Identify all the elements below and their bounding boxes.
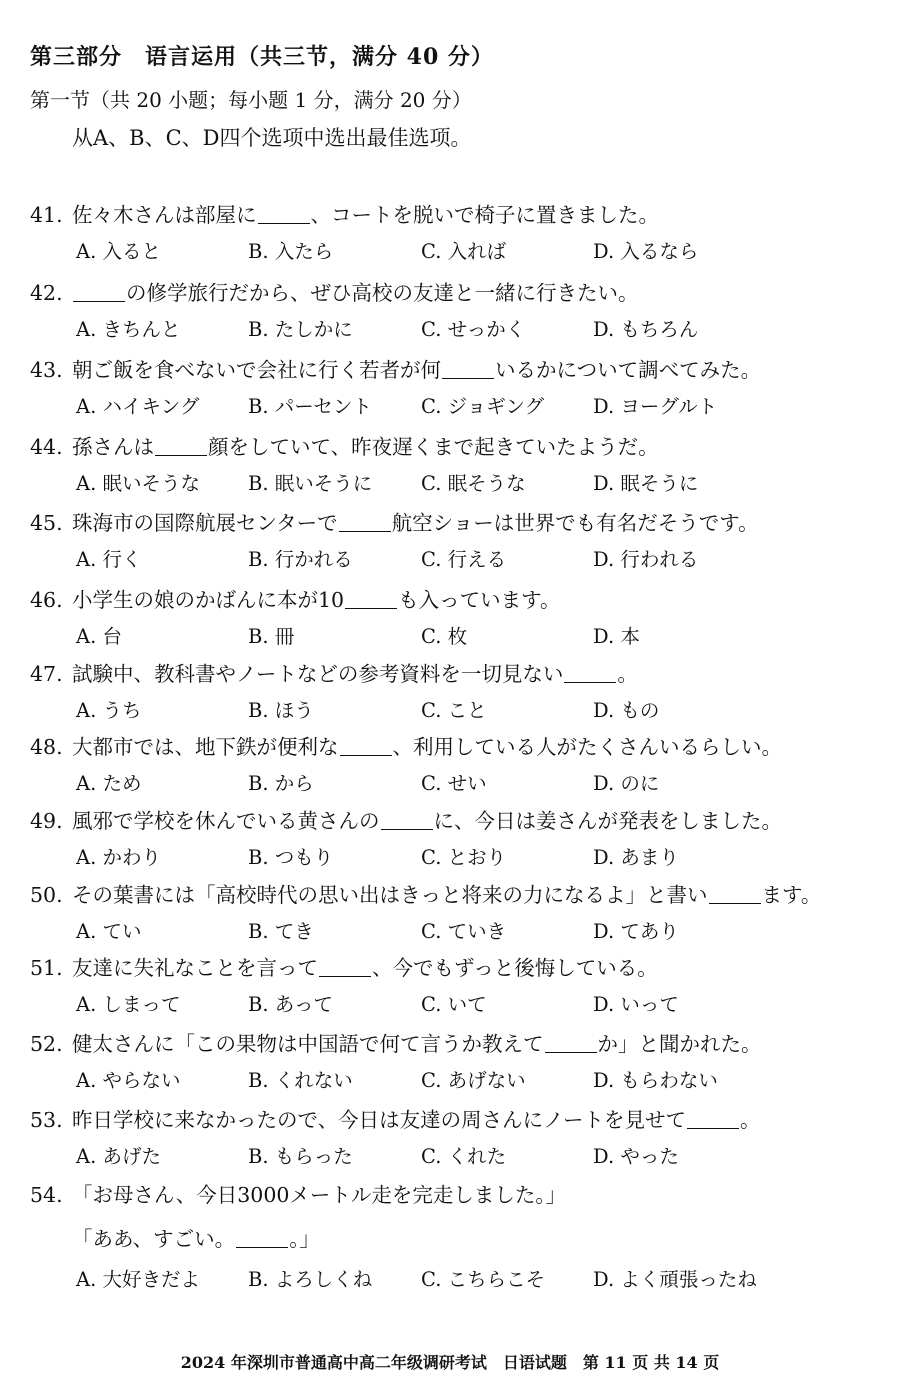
- question-stem: [30, 880, 890, 910]
- answer-option: C. 眠そうな: [421, 472, 526, 495]
- stem-text-before: 試験中、教科書やノートなどの参考資料を一切見ない: [72, 662, 564, 686]
- answer-options: [30, 916, 890, 946]
- section-title: 第一节（共 20 小题；每小题 1 分，满分 20 分）: [30, 88, 472, 112]
- question-stem: [30, 1180, 890, 1210]
- answer-option: D. やった: [593, 1145, 679, 1168]
- answer-options: [30, 1264, 890, 1294]
- question-item: [30, 278, 890, 344]
- answer-blank: [340, 737, 392, 756]
- answer-option: A. 台: [76, 625, 122, 648]
- answer-options: [30, 768, 890, 798]
- answer-options: [30, 1141, 890, 1171]
- answer-blank: [381, 811, 433, 830]
- answer-option: D. てあり: [593, 920, 679, 943]
- answer-blank: [442, 360, 494, 379]
- stem-text-after: いるかについて調べてみた。: [495, 358, 762, 382]
- answer-blank: [258, 205, 310, 224]
- question-number: 50.: [30, 883, 63, 907]
- answer-options: [30, 621, 890, 651]
- stem-text-after: 。」: [289, 1227, 320, 1251]
- stem-text-before: 朝ご飯を食べないで会社に行く若者が何: [72, 358, 441, 382]
- answer-option: B. 入たら: [248, 240, 334, 263]
- answer-blank: [73, 283, 125, 302]
- question-stem: [30, 432, 890, 462]
- question-stem: [30, 732, 890, 762]
- answer-option: B. たしかに: [248, 318, 353, 341]
- answer-option: D. もらわない: [593, 1069, 718, 1092]
- stem-text-after: 、コートを脱いで椅子に置きました。: [310, 203, 659, 227]
- stem-text-before: 珠海市の国際航展センターで: [72, 511, 338, 535]
- question-number: 47.: [30, 662, 63, 686]
- answer-option: C. いて: [421, 993, 487, 1016]
- answer-blank: [319, 958, 371, 977]
- question-stem: [30, 200, 890, 230]
- answer-option: C. ジョギング: [421, 395, 545, 418]
- answer-option: B. もらった: [248, 1145, 353, 1168]
- stem-text-before: 「お母さん、今日3000メートル走を完走しました。」: [72, 1183, 567, 1207]
- answer-blank: [545, 1034, 597, 1053]
- stem-text-before: 小学生の娘のかばんに本が10: [72, 588, 345, 612]
- question-item: [30, 1029, 890, 1095]
- stem-text-after: 。: [739, 1108, 761, 1132]
- stem-text-after: 。: [617, 662, 638, 686]
- question-stem-line-2: [30, 1224, 890, 1254]
- answer-option: C. 行える: [421, 548, 507, 571]
- question-stem: [30, 1029, 890, 1059]
- answer-option: C. くれた: [421, 1145, 507, 1168]
- question-stem: [30, 278, 890, 308]
- question-item: [30, 355, 890, 421]
- answer-option: A. やらない: [76, 1069, 181, 1092]
- question-number: 41.: [30, 203, 63, 227]
- question-stem: [30, 1105, 890, 1135]
- stem-text-after: か」と聞かれた。: [597, 1032, 762, 1056]
- stem-text-before: 「ああ、すごい。: [72, 1227, 236, 1251]
- answer-option: C. せい: [421, 772, 487, 795]
- stem-text-before: 大都市では、地下鉄が便利な: [72, 735, 339, 759]
- answer-option: A. あげた: [76, 1145, 161, 1168]
- answer-option: B. 冊: [248, 625, 295, 648]
- answer-options: [30, 314, 890, 344]
- answer-option: A. かわり: [76, 846, 161, 869]
- question-stem: [30, 659, 890, 689]
- answer-option: C. せっかく: [421, 318, 526, 341]
- answer-option: C. こちらこそ: [421, 1268, 546, 1291]
- answer-option: D. 本: [593, 625, 640, 648]
- stem-text-before: 孫さんは: [72, 435, 154, 459]
- part-title: 第三部分 语言运用（共三节，满分 40 分）: [30, 44, 494, 70]
- stem-text-after: の修学旅行だから、ぜひ高校の友達と一緒に行きたい。: [126, 281, 639, 305]
- stem-text-before: その葉書には「高校時代の思い出はきっと将来の力になるよ」と書い: [72, 883, 708, 907]
- answer-blank: [709, 885, 761, 904]
- answer-option: D. ヨーグルト: [593, 395, 718, 418]
- answer-option: A. ため: [76, 772, 142, 795]
- answer-options: [30, 391, 890, 421]
- answer-option: A. ハイキング: [76, 395, 200, 418]
- question-item: [30, 1180, 890, 1294]
- answer-option: D. あまり: [593, 846, 679, 869]
- answer-option: A. うち: [76, 699, 142, 722]
- answer-option: B. よろしくね: [248, 1268, 373, 1291]
- stem-text-before: 昨日学校に来なかったので、今日は友達の周さんにノートを見せて: [72, 1108, 686, 1132]
- answer-option: B. くれない: [248, 1069, 353, 1092]
- answer-option: C. 入れば: [421, 240, 507, 263]
- question-number: 54.: [30, 1183, 63, 1207]
- question-item: [30, 432, 890, 498]
- answer-option: C. ていき: [421, 920, 507, 943]
- answer-option: A. 眠いそうな: [76, 472, 200, 495]
- answer-option: C. あげない: [421, 1069, 526, 1092]
- question-item: [30, 953, 890, 1019]
- stem-text-after: 航空ショーは世界でも有名だそうです。: [391, 511, 759, 535]
- answer-blank: [155, 437, 207, 456]
- answer-option: D. よく頑張ったね: [593, 1268, 757, 1291]
- question-item: [30, 659, 890, 725]
- question-stem: [30, 953, 890, 983]
- question-number: 42.: [30, 281, 63, 305]
- answer-option: D. いって: [593, 993, 679, 1016]
- answer-option: D. 入るなら: [593, 240, 699, 263]
- answer-option: B. あって: [248, 993, 334, 1016]
- question-number: 43.: [30, 358, 63, 382]
- stem-text-after: 、利用している人がたくさんいるらしい。: [392, 735, 782, 759]
- question-number: 45.: [30, 511, 63, 535]
- answer-options: [30, 236, 890, 266]
- answer-option: A. 大好きだよ: [76, 1268, 200, 1291]
- answer-option: C. 枚: [421, 625, 468, 648]
- answer-option: B. 眠いそうに: [248, 472, 373, 495]
- question-stem: [30, 508, 890, 538]
- question-number: 44.: [30, 435, 63, 459]
- answer-options: [30, 842, 890, 872]
- answer-option: C. こと: [421, 699, 487, 722]
- question-item: [30, 1105, 890, 1171]
- question-item: [30, 585, 890, 651]
- answer-options: [30, 544, 890, 574]
- question-number: 48.: [30, 735, 63, 759]
- question-number: 46.: [30, 588, 63, 612]
- answer-option: D. もちろん: [593, 318, 699, 341]
- stem-text-after: ます。: [761, 883, 822, 907]
- answer-option: B. から: [248, 772, 314, 795]
- stem-text-before: 佐々木さんは部屋に: [72, 203, 257, 227]
- question-number: 51.: [30, 956, 63, 980]
- answer-option: A. しまって: [76, 993, 181, 1016]
- answer-blank: [564, 664, 616, 683]
- question-number: 53.: [30, 1108, 63, 1132]
- answer-options: [30, 1065, 890, 1095]
- stem-text-after: 、今でもずっと後悔している。: [372, 956, 658, 980]
- question-number: 52.: [30, 1032, 63, 1056]
- answer-option: D. 行われる: [593, 548, 699, 571]
- question-stem: [30, 806, 890, 836]
- instruction: 从A、B、C、D四个选项中选出最佳选项。: [72, 126, 472, 150]
- answer-option: A. てい: [76, 920, 142, 943]
- answer-options: [30, 695, 890, 725]
- answer-option: A. きちんと: [76, 318, 181, 341]
- page-footer: 2024 年深圳市普通高中高二年级调研考试 日语试题 第 11 页 共 14 页: [180, 1353, 720, 1372]
- answer-option: D. もの: [593, 699, 660, 722]
- answer-option: A. 行く: [76, 548, 142, 571]
- stem-text-before: 風邪で学校を休んでいる黄さんの: [72, 809, 380, 833]
- answer-option: B. てき: [248, 920, 314, 943]
- answer-blank: [339, 513, 391, 532]
- stem-text-before: 健太さんに「この果物は中国語で何て言うか教えて: [72, 1032, 544, 1056]
- answer-option: C. とおり: [421, 846, 507, 869]
- stem-text-after: に、今日は姜さんが発表をしました。: [433, 809, 782, 833]
- stem-text-after: も入っています。: [398, 588, 561, 612]
- answer-option: B. つもり: [248, 846, 334, 869]
- stem-text-after: 顔をしていて、昨夜遅くまで起きていたようだ。: [208, 435, 659, 459]
- answer-blank: [687, 1110, 739, 1129]
- question-item: [30, 508, 890, 574]
- answer-option: D. 眠そうに: [593, 472, 699, 495]
- question-item: [30, 732, 890, 798]
- answer-option: A. 入ると: [76, 240, 161, 263]
- answer-option: B. 行かれる: [248, 548, 353, 571]
- question-item: [30, 806, 890, 872]
- answer-options: [30, 989, 890, 1019]
- answer-blank: [345, 590, 397, 609]
- question-number: 49.: [30, 809, 63, 833]
- question-stem: [30, 585, 890, 615]
- answer-option: B. ほう: [248, 699, 314, 722]
- question-item: [30, 200, 890, 266]
- question-stem: [30, 355, 890, 385]
- answer-blank: [236, 1229, 288, 1248]
- answer-option: B. パーセント: [248, 395, 372, 418]
- question-item: [30, 880, 890, 946]
- answer-options: [30, 468, 890, 498]
- answer-option: D. のに: [593, 772, 660, 795]
- stem-text-before: 友達に失礼なことを言って: [72, 956, 318, 980]
